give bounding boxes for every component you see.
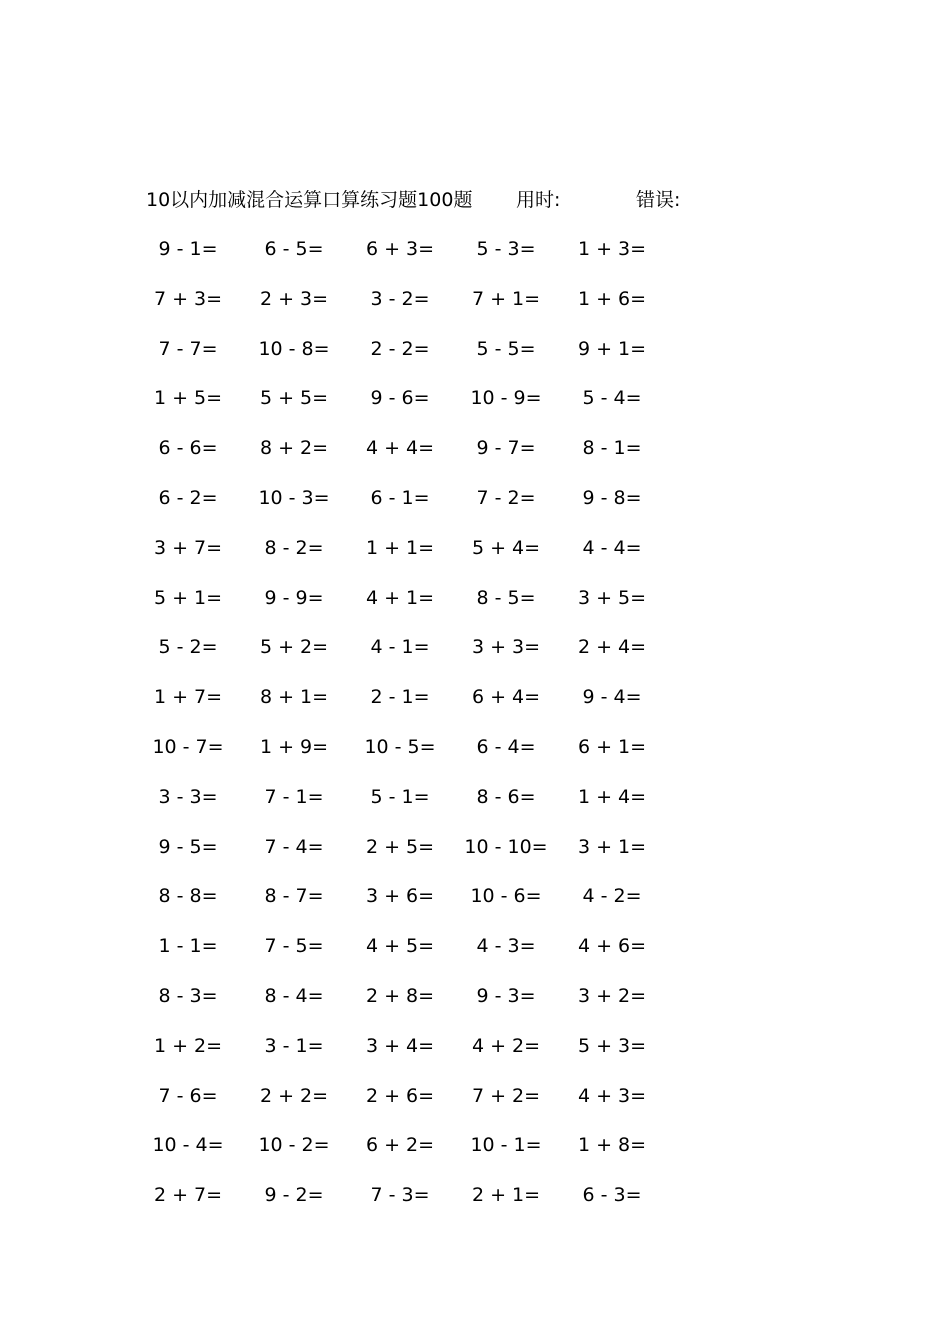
math-problem: 5 + 5= (259, 387, 329, 410)
math-problem: 8 - 3= (158, 985, 218, 1007)
problem-row (0, 931, 950, 961)
math-problem: 9 - 9= (264, 586, 324, 609)
math-problem: 8 - 5= (476, 586, 536, 609)
math-problem: 5 + 4= (471, 536, 541, 559)
math-problem: 4 + 5= (365, 935, 435, 958)
math-problem: 6 - 2= (158, 487, 218, 509)
math-problem: 7 + 3= (153, 287, 223, 310)
math-problem: 10 - 9= (470, 387, 542, 410)
math-problem: 10 - 10= (464, 835, 548, 858)
math-problem: 3 + 3= (471, 636, 541, 659)
math-problem: 8 - 8= (158, 885, 218, 908)
math-problem: 8 - 1= (582, 437, 642, 460)
problem-row (0, 981, 950, 1011)
math-problem: 4 + 2= (471, 1034, 541, 1057)
math-problem: 5 - 5= (476, 337, 536, 360)
math-problem: 6 + 2= (365, 1134, 435, 1157)
math-problem: 6 - 1= (370, 487, 430, 509)
math-problem: 4 - 1= (370, 636, 430, 659)
math-problem: 6 + 3= (365, 238, 435, 260)
math-problem: 2 + 1= (471, 1184, 541, 1207)
math-problem: 3 + 5= (577, 586, 647, 609)
problem-row (0, 1031, 950, 1061)
math-problem: 6 - 6= (158, 437, 218, 460)
math-problem: 2 - 1= (370, 686, 430, 709)
math-problem: 9 - 5= (158, 835, 218, 858)
math-problem: 2 + 7= (153, 1184, 223, 1207)
math-problem: 6 + 4= (471, 686, 541, 709)
math-problem: 3 - 3= (158, 785, 218, 808)
math-problem: 7 + 2= (471, 1084, 541, 1107)
math-problem: 10 - 1= (470, 1134, 542, 1157)
math-problem: 9 + 1= (577, 337, 647, 360)
problem-row (0, 383, 950, 413)
math-problem: 10 - 6= (470, 885, 542, 908)
math-problem: 1 + 9= (259, 736, 329, 758)
math-problem: 2 - 2= (370, 337, 430, 360)
time-used-label: 用时: (516, 189, 561, 211)
math-problem: 4 + 3= (577, 1084, 647, 1107)
problem-row (0, 483, 950, 513)
math-problem: 7 - 2= (476, 487, 536, 509)
math-problem: 3 + 1= (577, 835, 647, 858)
problem-row (0, 234, 950, 264)
problem-row (0, 583, 950, 613)
math-problem: 8 - 4= (264, 985, 324, 1007)
math-problem: 7 - 3= (370, 1184, 430, 1207)
math-problem: 7 + 1= (471, 287, 541, 310)
math-problem: 1 - 1= (158, 935, 218, 958)
math-problem: 6 - 4= (476, 736, 536, 758)
math-problem: 5 + 2= (259, 636, 329, 659)
math-problem: 1 + 3= (577, 238, 647, 260)
problem-row (0, 1081, 950, 1111)
math-problem: 10 - 8= (258, 337, 330, 360)
math-problem: 4 - 4= (582, 536, 642, 559)
math-problem: 4 + 6= (577, 935, 647, 958)
math-problem: 10 - 2= (258, 1134, 330, 1157)
math-problem: 1 + 7= (153, 686, 223, 709)
math-problem: 3 + 6= (365, 885, 435, 908)
problem-row (0, 334, 950, 364)
math-problem: 9 - 8= (582, 487, 642, 509)
problem-row (0, 881, 950, 911)
math-problem: 1 + 1= (365, 536, 435, 559)
math-problem: 2 + 8= (365, 985, 435, 1007)
math-problem: 1 + 5= (153, 387, 223, 410)
problem-row (0, 832, 950, 862)
math-problem: 5 + 1= (153, 586, 223, 609)
math-problem: 3 + 4= (365, 1034, 435, 1057)
math-problem: 8 - 2= (264, 536, 324, 559)
math-problem: 9 - 2= (264, 1184, 324, 1207)
math-problem: 10 - 4= (152, 1134, 224, 1157)
worksheet-title: 10以内加减混合运算口算练习题100题 (146, 189, 473, 211)
math-problem: 1 + 4= (577, 785, 647, 808)
math-problem: 4 + 1= (365, 586, 435, 609)
math-problem: 4 + 4= (365, 437, 435, 460)
math-problem: 6 - 5= (264, 238, 324, 260)
math-problem: 9 - 1= (158, 238, 218, 260)
math-problem: 9 - 3= (476, 985, 536, 1007)
math-problem: 3 - 1= (264, 1034, 324, 1057)
math-problem: 8 + 1= (259, 686, 329, 709)
errors-label: 错误: (636, 189, 681, 211)
math-problem: 5 - 2= (158, 636, 218, 659)
math-problem: 5 - 3= (476, 238, 536, 260)
problem-row (0, 782, 950, 812)
math-problem: 2 + 5= (365, 835, 435, 858)
math-problem: 9 - 4= (582, 686, 642, 709)
math-problem: 8 - 6= (476, 785, 536, 808)
math-problem: 2 + 2= (259, 1084, 329, 1107)
math-problem: 7 - 4= (264, 835, 324, 858)
problem-row (0, 1130, 950, 1160)
problem-row (0, 284, 950, 314)
math-problem: 2 + 4= (577, 636, 647, 659)
math-problem: 7 - 7= (158, 337, 218, 360)
math-problem: 1 + 6= (577, 287, 647, 310)
math-problem: 6 + 1= (577, 736, 647, 758)
math-problem: 6 - 3= (582, 1184, 642, 1207)
math-problem: 2 + 6= (365, 1084, 435, 1107)
math-problem: 2 + 3= (259, 287, 329, 310)
math-problem: 9 - 6= (370, 387, 430, 410)
math-problem: 1 + 2= (153, 1034, 223, 1057)
math-problem: 4 - 2= (582, 885, 642, 908)
math-problem: 3 + 2= (577, 985, 647, 1007)
math-problem: 10 - 7= (152, 736, 224, 758)
math-problem: 8 - 7= (264, 885, 324, 908)
problem-row (0, 682, 950, 712)
math-problem: 10 - 5= (364, 736, 436, 758)
math-problem: 3 - 2= (370, 287, 430, 310)
math-problem: 8 + 2= (259, 437, 329, 460)
math-problem: 1 + 8= (577, 1134, 647, 1157)
problem-row (0, 533, 950, 563)
problem-row (0, 1180, 950, 1210)
math-problem: 7 - 6= (158, 1084, 218, 1107)
math-problem: 7 - 5= (264, 935, 324, 958)
problem-row (0, 732, 950, 762)
math-problem: 3 + 7= (153, 536, 223, 559)
math-problem: 5 - 4= (582, 387, 642, 410)
math-problem: 4 - 3= (476, 935, 536, 958)
math-problem: 7 - 1= (264, 785, 324, 808)
problem-row (0, 632, 950, 662)
math-problem: 10 - 3= (258, 487, 330, 509)
math-problem: 9 - 7= (476, 437, 536, 460)
problem-row (0, 433, 950, 463)
math-problem: 5 - 1= (370, 785, 430, 808)
math-problem: 5 + 3= (577, 1034, 647, 1057)
